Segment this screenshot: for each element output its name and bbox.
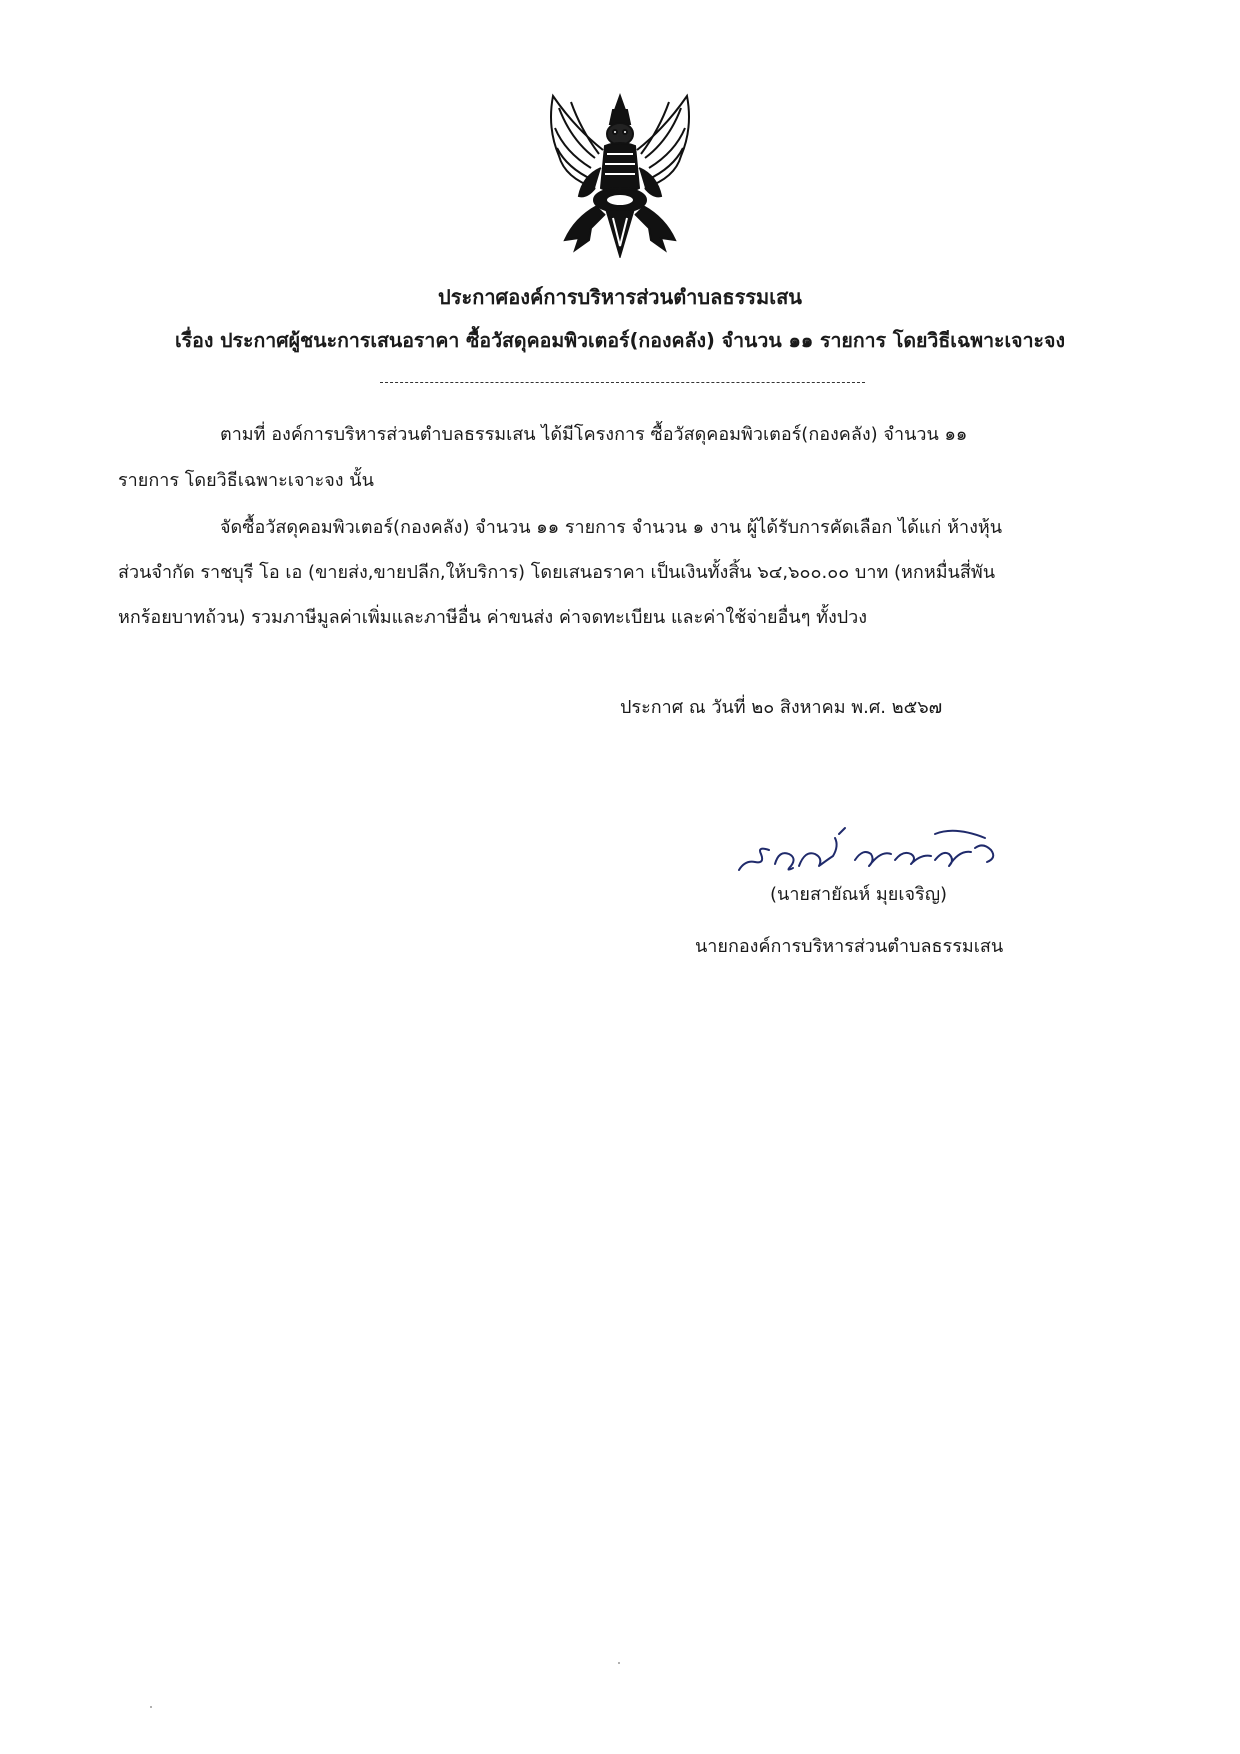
paragraph2-line3: หกร้อยบาทถ้วน) รวมภาษีมูลค่าเพิ่มและภาษีอื่น ค่าขนส่ง ค่าจดทะเบียน และค่าใช้จ่ายอื่นๆ ทั้งปวง (118, 607, 868, 628)
signer-title: นายกองค์การบริหารส่วนตำบลธรรมเสน (695, 936, 1004, 957)
paragraph1-line1: ตามที่ องค์การบริหารส่วนตำบลธรรมเสน ได้มีโครงการ ซื้อวัสดุคอมพิวเตอร์(กองคลัง) จำนวน ๑๑ (220, 424, 968, 445)
paragraph1-line2: รายการ โดยวิธีเฉพาะเจาะจง นั้น (118, 470, 374, 491)
scan-speck (150, 1706, 152, 1708)
garuda-emblem-icon (535, 88, 705, 258)
announcement-date: ประกาศ ณ วันที่ ๒๐ สิงหาคม พ.ศ. ๒๕๖๗ (620, 697, 943, 718)
paragraph2-line2: ส่วนจำกัด ราชบุรี โอ เอ (ขายส่ง,ขายปลีก,ให้บริการ) โดยเสนอราคา เป็นเงินทั้งสิ้น ๖๔,๖๐๐.๐๐ บาท (หกหมื่นสี่พัน (118, 562, 996, 583)
paragraph2-line1: จัดซื้อวัสดุคอมพิวเตอร์(กองคลัง) จำนวน ๑๑ รายการ จำนวน ๑ งาน ผู้ได้รับการคัดเลือก ได้แก่ ห้างหุ้น (220, 517, 1003, 538)
document-heading: ประกาศองค์การบริหารส่วนตำบลธรรมเสน (438, 285, 802, 309)
document-subject: เรื่อง ประกาศผู้ชนะการเสนอราคา ซื้อวัสดุคอมพิวเตอร์(กองคลัง) จำนวน ๑๑ รายการ โดยวิธีเฉพาะเจาะจง (175, 329, 1065, 352)
divider-line (380, 382, 865, 383)
scan-speck (618, 1662, 620, 1664)
handwritten-signature-icon (735, 820, 1005, 880)
signer-name: (นายสายัณห์ มุยเจริญ) (770, 884, 948, 905)
